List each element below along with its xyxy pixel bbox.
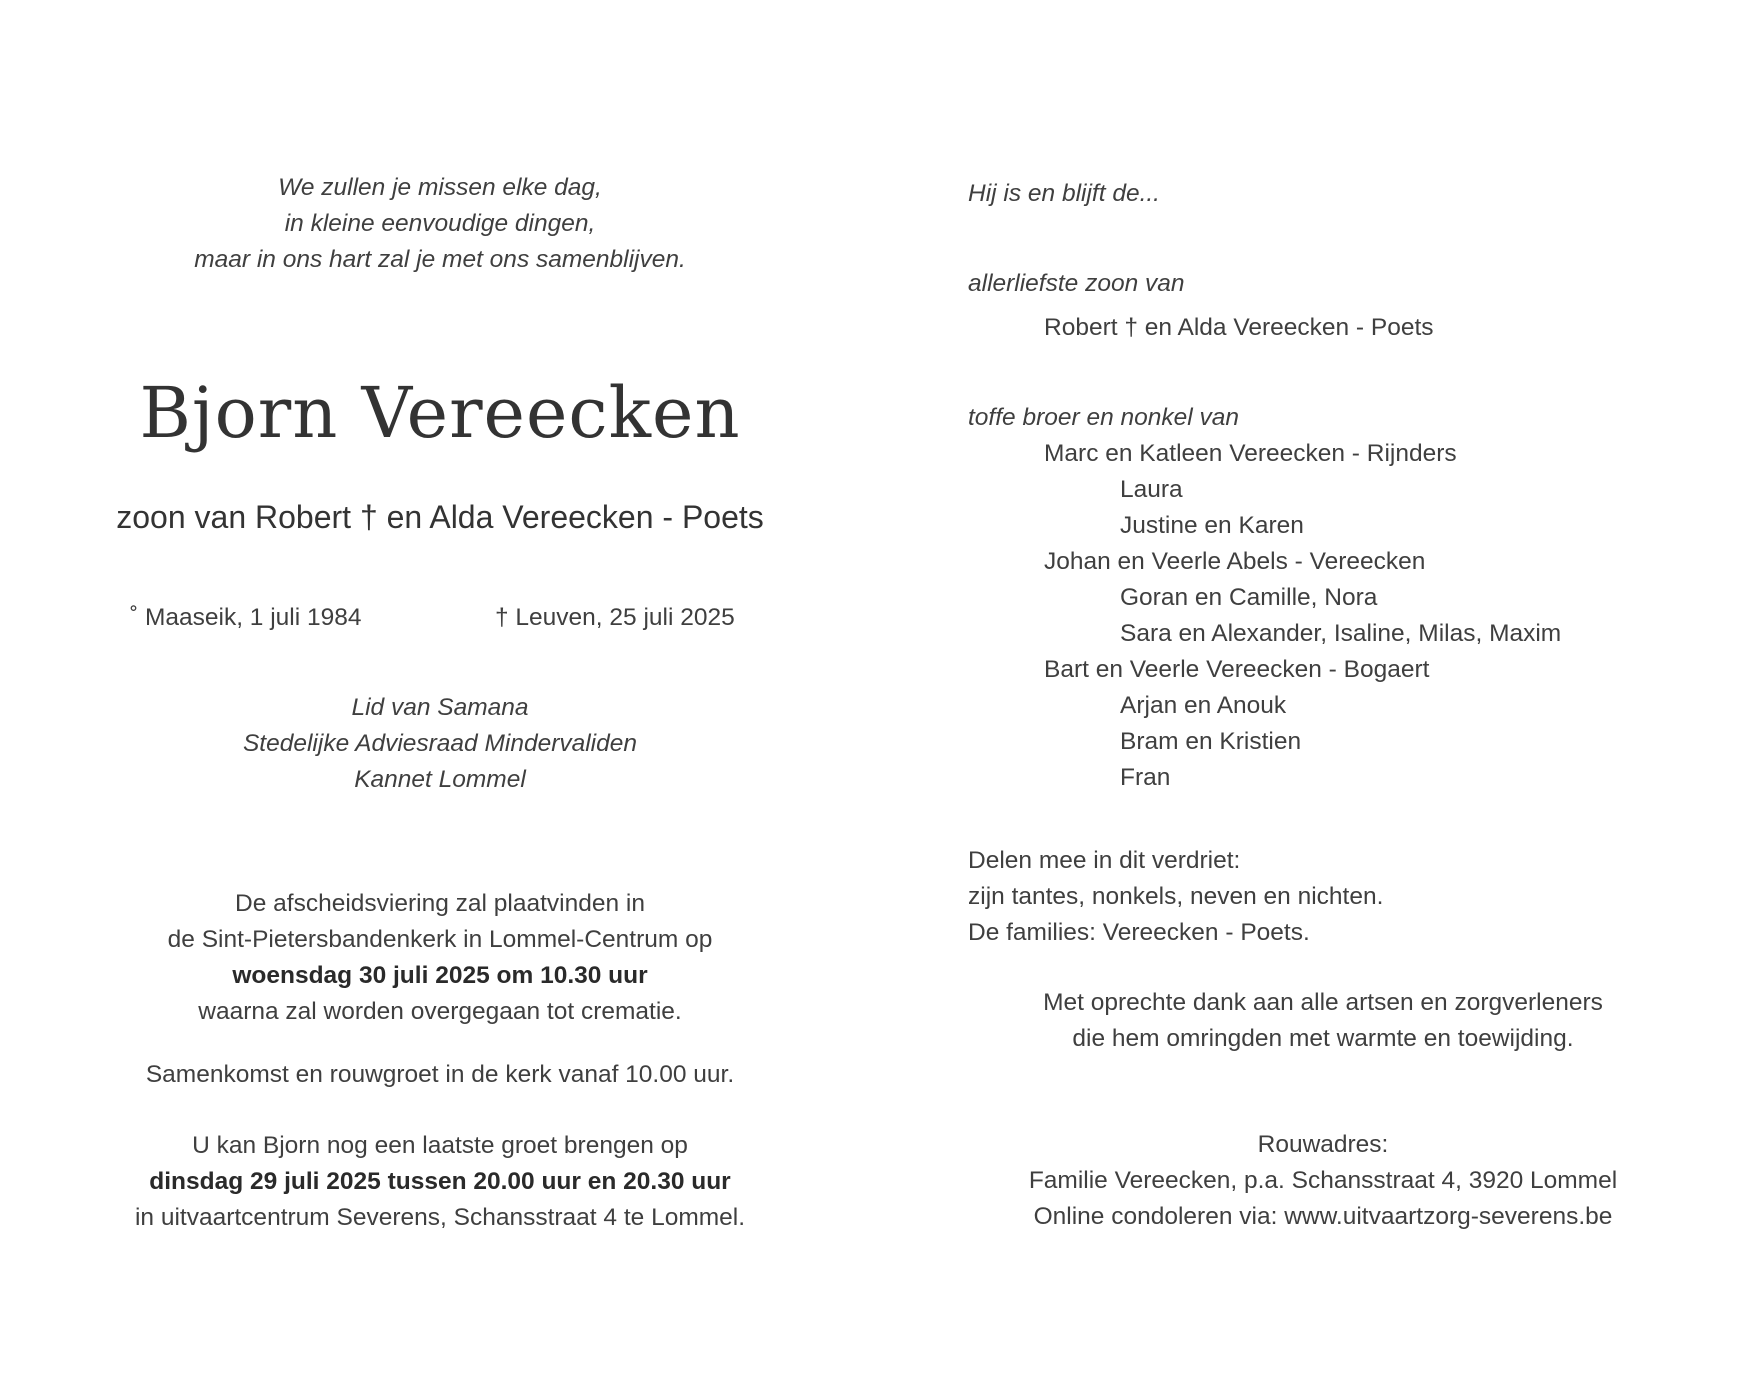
mourning-address	[968, 1127, 1678, 1235]
visitation-line: in uitvaartcentrum Severens, Schansstraat 4 te Lommel.	[134, 1204, 746, 1231]
thanks	[968, 985, 1678, 1057]
intro-line: Hij is en blijft de...	[968, 180, 1160, 207]
family-member: Bart en Veerle Vereecken - Bogaert	[1044, 656, 1430, 683]
memberships	[60, 690, 820, 798]
parentage-line: zoon van Robert † en Alda Vereecken - Poets	[116, 499, 764, 535]
family-member: Bram en Kristien	[1120, 728, 1302, 755]
memorial-poem	[60, 170, 820, 278]
address-heading: Rouwadres:	[1257, 1131, 1389, 1158]
family-member: Johan en Veerle Abels - Vereecken	[1044, 548, 1426, 575]
share-line: De families: Vereecken - Poets.	[968, 919, 1310, 946]
visitation-date: dinsdag 29 juli 2025 tussen 20.00 uur en 20.30 uur	[149, 1168, 731, 1195]
visitation-info	[60, 1128, 820, 1236]
family-member: Arjan en Anouk	[1120, 692, 1287, 719]
family-member: Marc en Katleen Vereecken - Rijnders	[1044, 440, 1457, 467]
ceremony-line: de Sint-Pietersbandenkerk in Lommel-Centrum op	[167, 926, 713, 953]
poem-line: maar in ons hart zal je met ons samenblijven.	[194, 246, 686, 273]
share-line: zijn tantes, nonkels, neven en nichten.	[968, 883, 1384, 910]
birth-info: ˚ Maaseik, 1 juli 1984	[130, 604, 362, 631]
family-member: Laura	[1120, 476, 1183, 503]
sibling-label: toffe broer en nonkel van	[968, 404, 1240, 431]
thanks-line: die hem omringden met warmte en toewijding.	[1072, 1025, 1574, 1052]
ceremony-date: woensdag 30 juli 2025 om 10.30 uur	[232, 962, 648, 989]
gathering-info: Samenkomst en rouwgroet in de kerk vanaf 10.00 uur.	[145, 1061, 735, 1088]
share-line: Delen mee in dit verdriet:	[968, 847, 1241, 874]
address-line: Familie Vereecken, p.a. Schansstraat 4, 3920 Lommel	[1028, 1167, 1618, 1194]
death-info: † Leuven, 25 juli 2025	[495, 604, 735, 631]
thanks-line: Met oprechte dank aan alle artsen en zorgverleners	[1043, 989, 1603, 1016]
ceremony-line: De afscheidsviering zal plaatvinden in	[235, 890, 645, 917]
membership-item: Lid van Samana	[351, 694, 529, 721]
ceremony-info	[60, 886, 820, 1030]
family-member: Sara en Alexander, Isaline, Milas, Maxim	[1120, 620, 1562, 647]
poem-line: in kleine eenvoudige dingen,	[284, 210, 596, 237]
membership-item: Kannet Lommel	[354, 766, 526, 793]
membership-item: Stedelijke Adviesraad Mindervaliden	[242, 730, 638, 757]
visitation-line: U kan Bjorn nog een laatste groet brengen op	[192, 1132, 688, 1159]
share-grief	[968, 843, 1678, 951]
family-member: Fran	[1120, 764, 1171, 791]
family-list	[968, 436, 1678, 796]
son-of-label: allerliefste zoon van	[968, 270, 1185, 297]
condolence-link[interactable]: Online condoleren via: www.uitvaartzorg-severens.be	[1033, 1203, 1613, 1230]
family-member: Goran en Camille, Nora	[1120, 584, 1378, 611]
parents-line: Robert † en Alda Vereecken - Poets	[1044, 314, 1434, 341]
deceased-name: Bjorn Vereecken	[139, 372, 741, 454]
poem-line: We zullen je missen elke dag,	[278, 174, 602, 201]
family-member: Justine en Karen	[1120, 512, 1304, 539]
ceremony-line: waarna zal worden overgegaan tot crematie.	[198, 998, 682, 1025]
